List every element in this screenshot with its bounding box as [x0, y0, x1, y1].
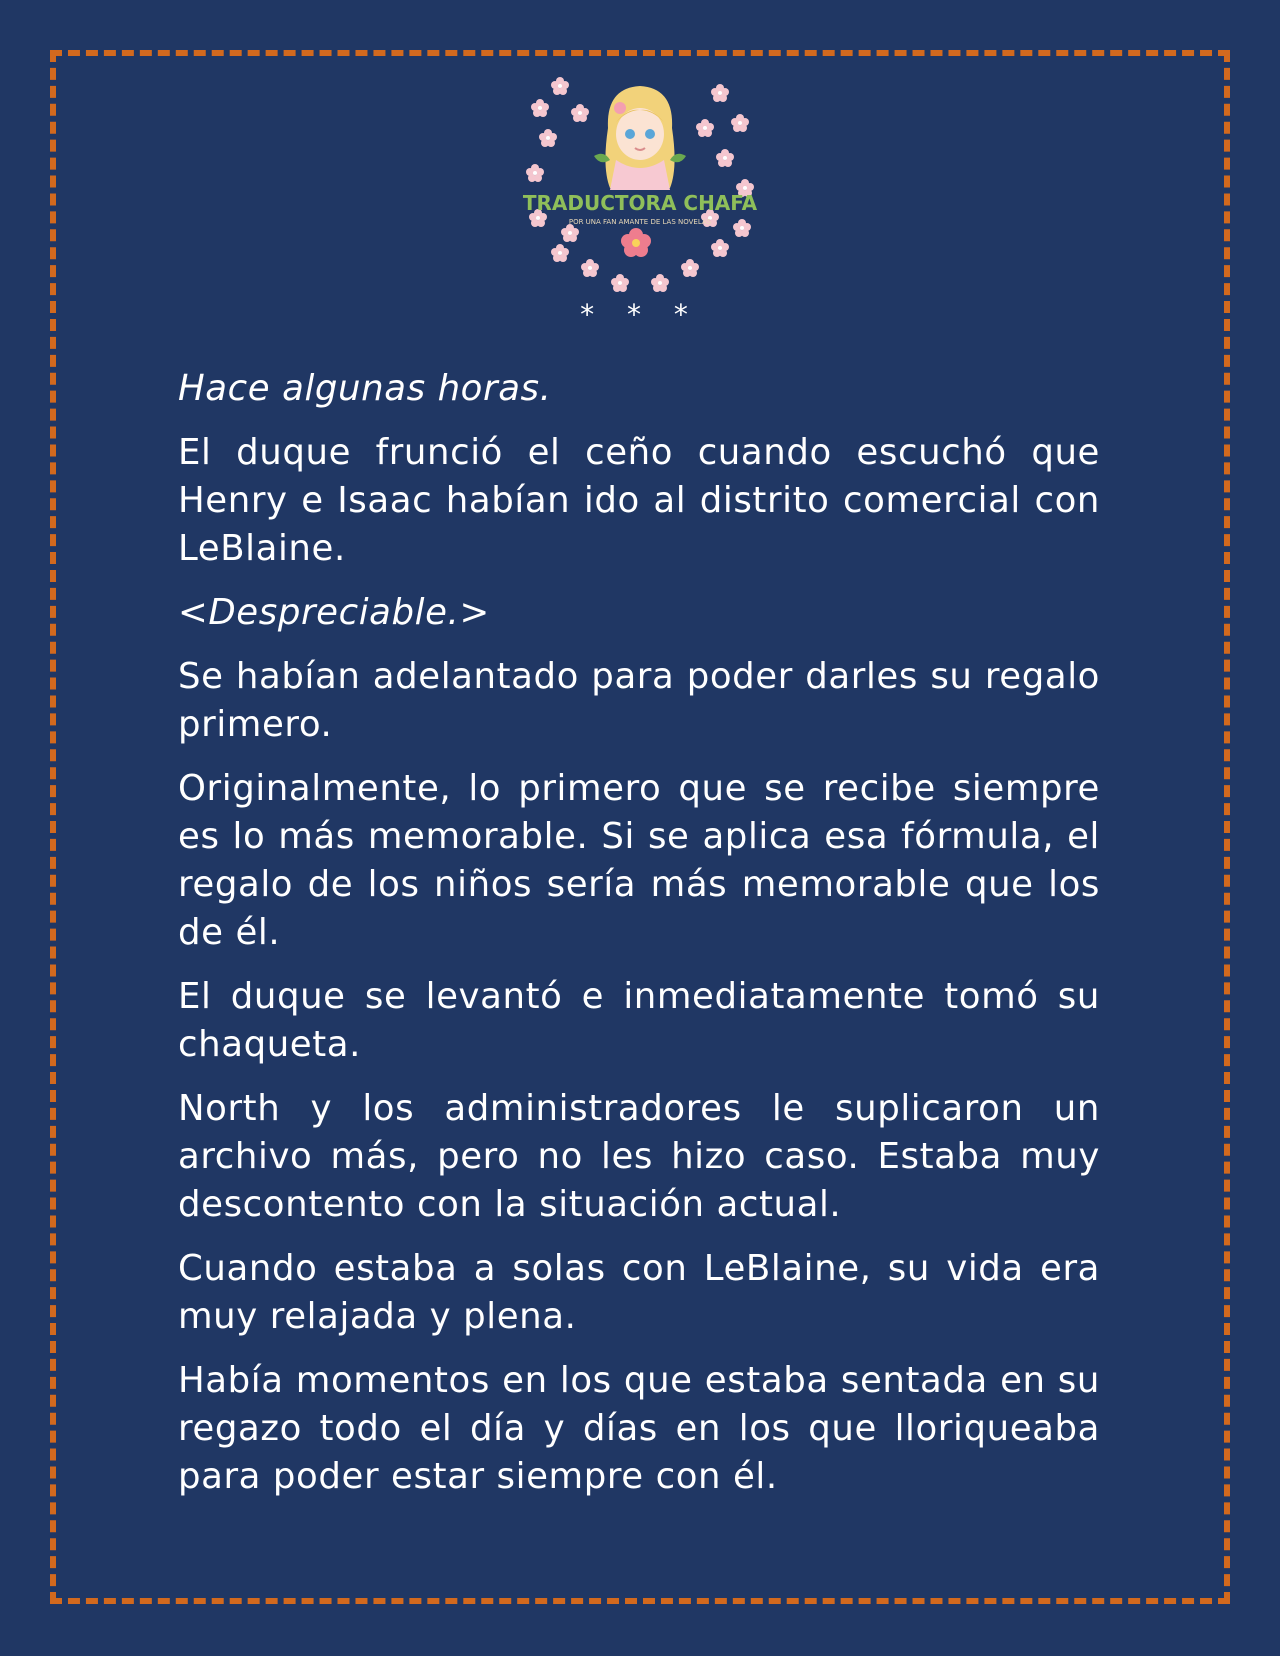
girl-illustration	[594, 86, 686, 190]
story-text	[178, 365, 1100, 1517]
story-paragraph: Originalmente, lo primero que se recibe siempre es lo más memorable. Si se aplica esa fórmula, el regalo de los niños sería más memorable que los de él.	[178, 768, 1100, 953]
story-paragraph: Había momentos en los que estaba sentada en su regazo todo el día y días en los que lloriqueaba para poder estar siempre con él.	[178, 1360, 1100, 1497]
logo-title: TRADUCTORA CHAFA	[522, 191, 758, 215]
story-paragraph: Cuando estaba a solas con LeBlaine, su vida era muy relajada y plena.	[178, 1248, 1100, 1337]
logo-subtitle: POR UNA FAN AMANTE DE LAS NOVELAS	[568, 218, 712, 226]
section-separator: * * *	[580, 298, 700, 331]
story-paragraph: El duque se levantó e inmediatamente tomó su chaqueta.	[178, 976, 1100, 1065]
story-paragraph: El duque frunció el ceño cuando escuchó que Henry e Isaac habían ido al distrito comercial con LeBlaine.	[178, 432, 1100, 569]
translator-logo	[520, 68, 760, 294]
story-paragraph: <Despreciable.>	[178, 592, 490, 633]
story-paragraph: North y los administradores le suplicaron un archivo más, pero no les hizo caso. Estaba muy descontento con la situación actual.	[178, 1088, 1100, 1225]
story-paragraph: Se habían adelantado para poder darles su regalo primero.	[178, 656, 1100, 745]
story-paragraph: Hace algunas horas.	[178, 368, 552, 409]
pink-flower-icon	[621, 228, 651, 257]
